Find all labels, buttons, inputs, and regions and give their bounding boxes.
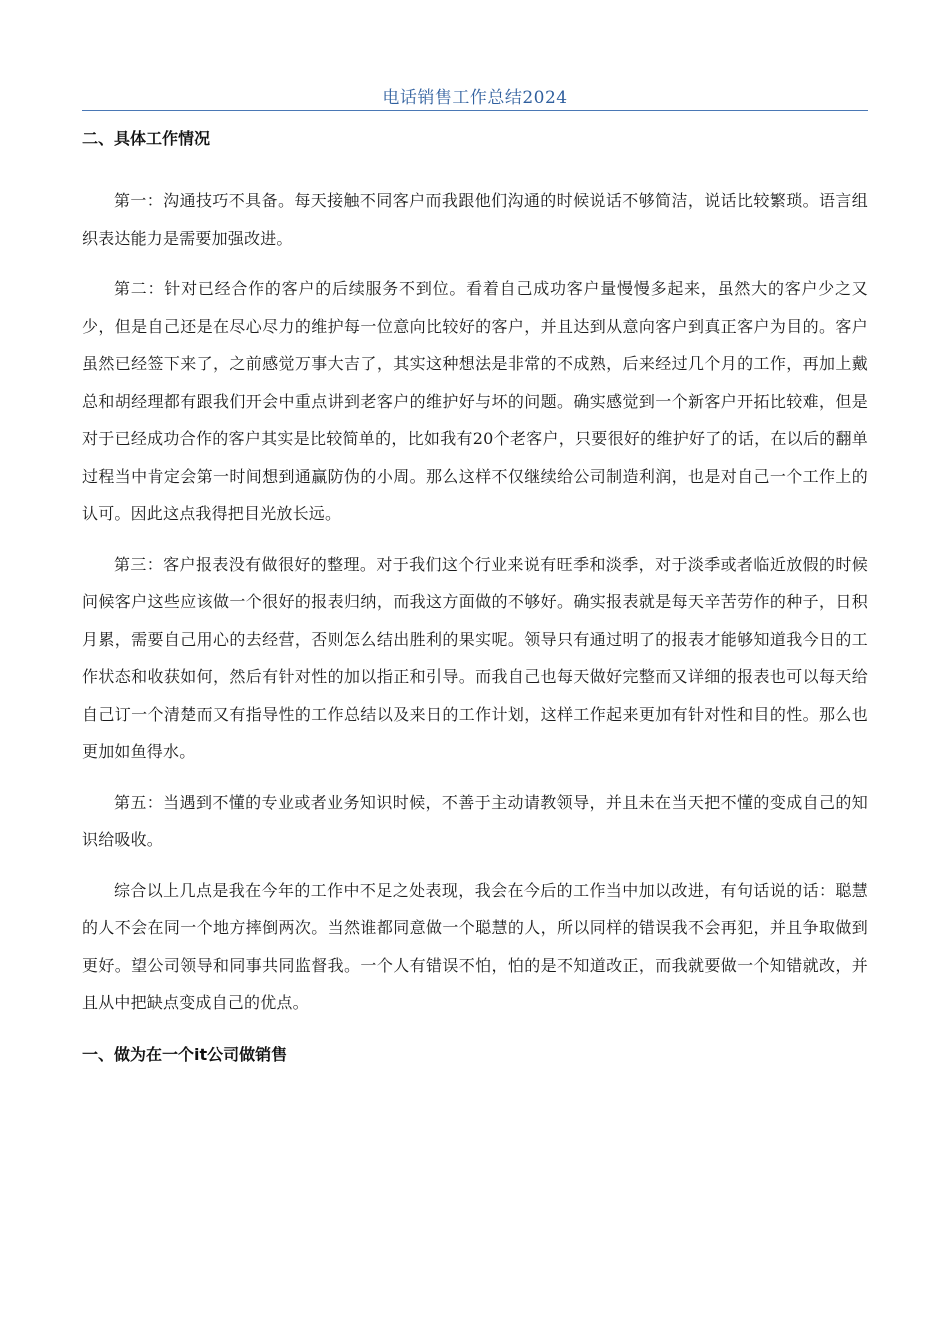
document-title: 电话销售工作总结2024 <box>382 88 568 108</box>
paragraph-professional-knowledge: 第五：当遇到不懂的专业或者业务知识时候，不善于主动请教领导，并且未在当天把不懂的变成自己的知识给吸收。 <box>82 792 868 849</box>
section-heading-it-sales: 一、做为在一个it公司做销售 <box>82 1044 288 1064</box>
paragraph-client-reports: 第三：客户报表没有做很好的整理。对于我们这个行业来说有旺季和淡季，对于淡季或者临近放假的时候问候客户这些应该做一个很好的报表归纳，而我这方面做的不够好。确实报表就是每天辛苦劳作的种子，日积月累，需要自己用心的去经营，否则怎么结出胜利的果实呢。领导只有通过明了的报表才能够知道我今日的工作状态和收获如何，然后有针对性的加以指正和引导。而我自己也每天做好完整而又详细的报表也可以每天给自己订一个清楚而又有指导性的工作总结以及来日的工作计划，这样工作起来更加有针对性和目的性。那么也更加如鱼得水。 <box>82 554 868 761</box>
paragraph-communication-skills: 第一：沟通技巧不具备。每天接触不同客户而我跟他们沟通的时候说话不够简洁，说话比较繁琐。语言组织表达能力是需要加强改进。 <box>82 191 868 248</box>
paragraph-summary: 综合以上几点是我在今年的工作中不足之处表现，我会在今后的工作当中加以改进，有句话说的话：聪慧的人不会在同一个地方摔倒两次。当然谁都同意做一个聪慧的人，所以同样的错误我不会再犯，并且争取做到更好。望公司领导和同事共同监督我。一个人有错误不怕，怕的是不知道改正，而我就要做一个知错就改，并且从中把缺点变成自己的优点。 <box>82 880 868 1012</box>
document-header <box>82 80 868 111</box>
document-body <box>82 126 868 1068</box>
paragraph-client-follow-up: 第二：针对已经合作的客户的后续服务不到位。看着自己成功客户量慢慢多起来，虽然大的客户少之又少，但是自己还是在尽心尽力的维护每一位意向比较好的客户，并且达到从意向客户到真正客户为目的。客户虽然已经签下来了，之前感觉万事大吉了，其实这种想法是非常的不成熟，后来经过几个月的工作，再加上戴总和胡经理都有跟我们开会中重点讲到老客户的维护好与坏的问题。确实感觉到一个新客户开拓比较难，但是对于已经成功合作的客户其实是比较简单的，比如我有20个老客户，只要很好的维护好了的话，在以后的翻单过程当中肯定会第一时间想到通赢防伪的小周。那么这样不仅继续给公司制造利润，也是对自己一个工作上的认可。因此这点我得把目光放长远。 <box>82 279 868 523</box>
section-heading-specific-work: 二、具体工作情况 <box>82 129 211 148</box>
